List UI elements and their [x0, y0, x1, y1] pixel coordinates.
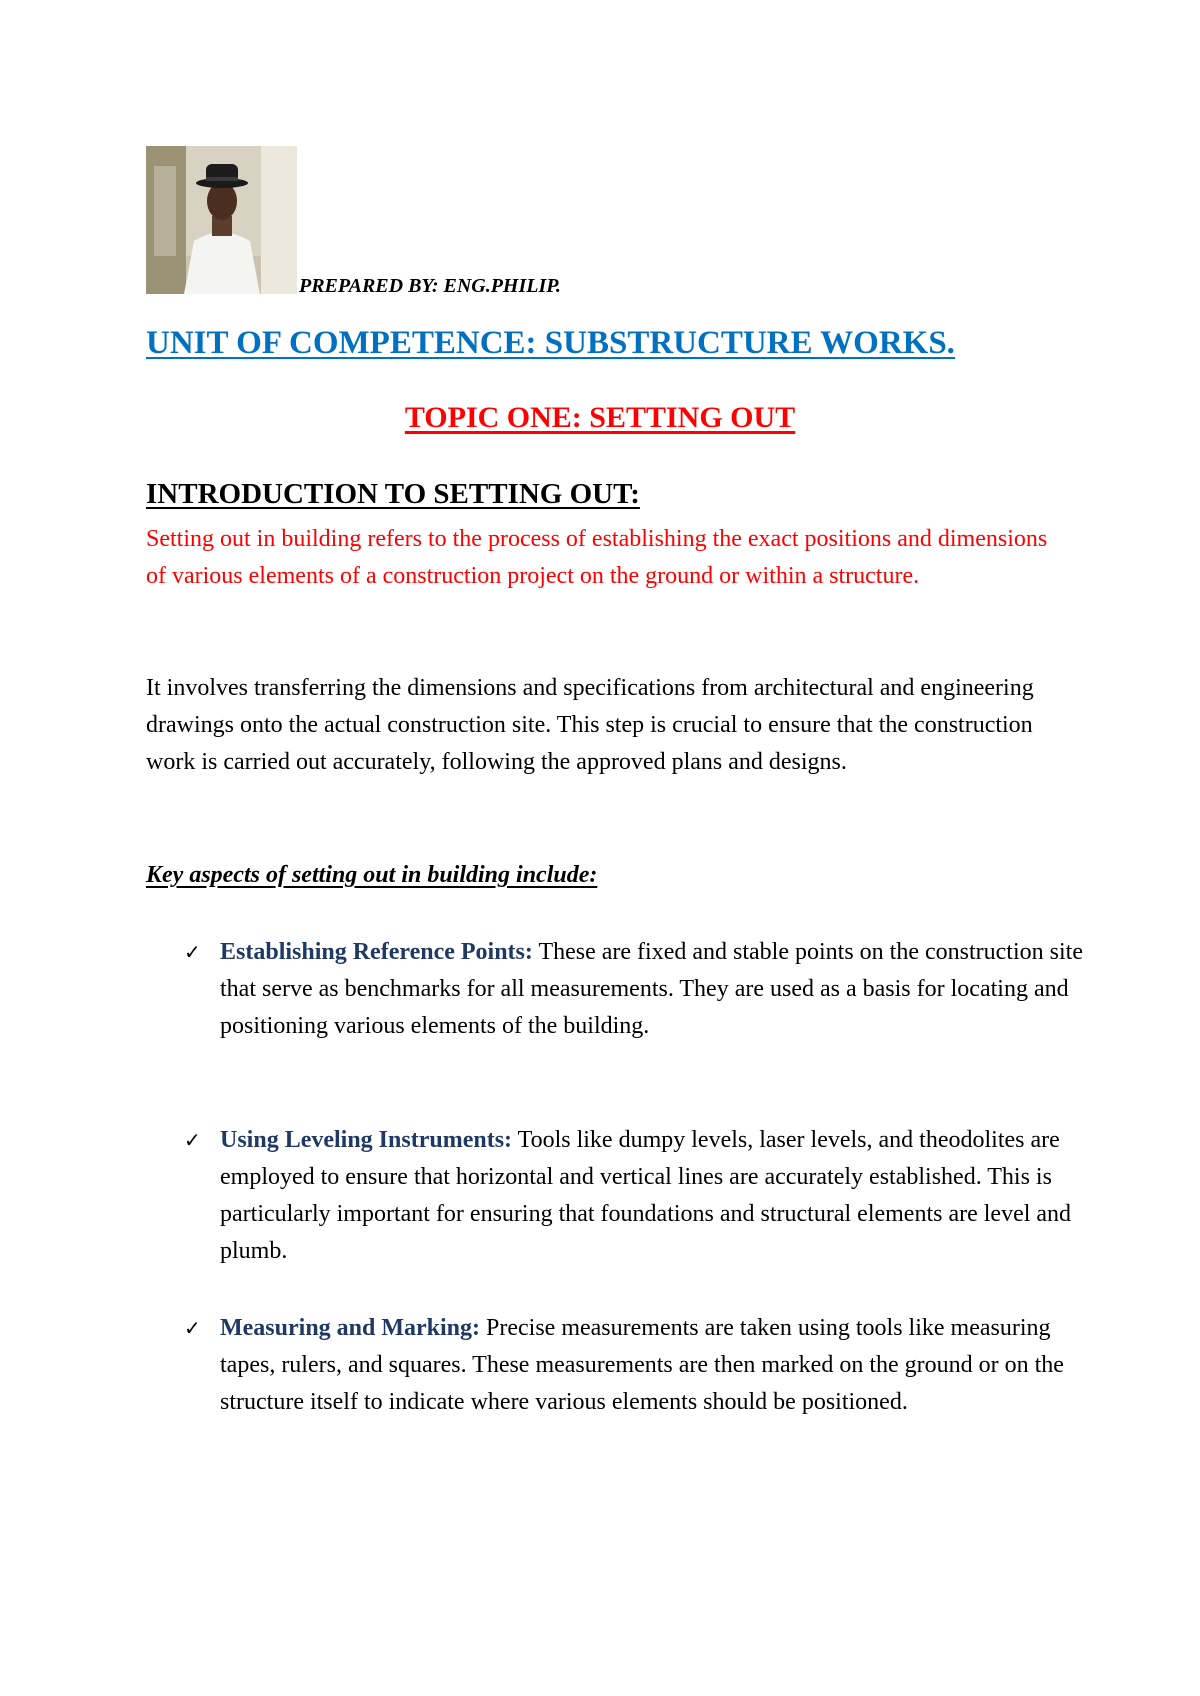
introduction-heading: INTRODUCTION TO SETTING OUT: — [146, 478, 640, 510]
introduction-explanation: It involves transferring the dimensions and specifications from architectural and engineering drawings onto the actual construction site. This step is crucial to ensure that the construction work is carried out accurately, following the approved plans and designs. — [146, 675, 1034, 775]
list-item — [184, 934, 1084, 1045]
list-item-description: These are fixed and stable points on the construction site that serve as benchmarks for all measurements. They are used as a basis for locating and positioning various elements of the building. — [220, 939, 1083, 1039]
unit-title: UNIT OF COMPETENCE: SUBSTRUCTURE WORKS. — [146, 325, 955, 361]
author-photo — [146, 146, 297, 294]
list-item-text — [220, 1310, 1084, 1421]
list-item-term: Using Leveling Instruments: — [220, 1127, 513, 1153]
author-photo-image — [146, 146, 297, 294]
list-item — [184, 1310, 1084, 1421]
checkmark-icon: ✓ — [184, 940, 201, 964]
list-item — [184, 1122, 1084, 1270]
list-item-term: Measuring and Marking: — [220, 1315, 481, 1341]
list-item-term: Establishing Reference Points: — [220, 939, 533, 965]
checkmark-icon: ✓ — [184, 1316, 201, 1340]
list-item-description: Precise measurements are taken using tools like measuring tapes, rulers, and squares. These measurements are then marked on the ground or on the structure itself to indicate where various elements should be positioned. — [220, 1315, 1064, 1415]
prepared-by: PREPARED BY: ENG.PHILIP. — [299, 275, 561, 297]
introduction-definition: Setting out in building refers to the process of establishing the exact positions and dimensions of various elements of a construction project on the ground or within a structure. — [146, 526, 1048, 589]
list-item-text — [220, 1122, 1084, 1270]
list-item-text — [220, 934, 1084, 1045]
key-aspects-heading: Key aspects of setting out in building include: — [146, 862, 598, 888]
topic-title: TOPIC ONE: SETTING OUT — [404, 401, 796, 434]
list-item-description: Tools like dumpy levels, laser levels, and theodolites are employed to ensure that horizontal and vertical lines are accurately established. This is particularly important for ensuring that foundations and structural elements are level and plumb. — [220, 1127, 1072, 1264]
checkmark-icon: ✓ — [184, 1128, 201, 1152]
